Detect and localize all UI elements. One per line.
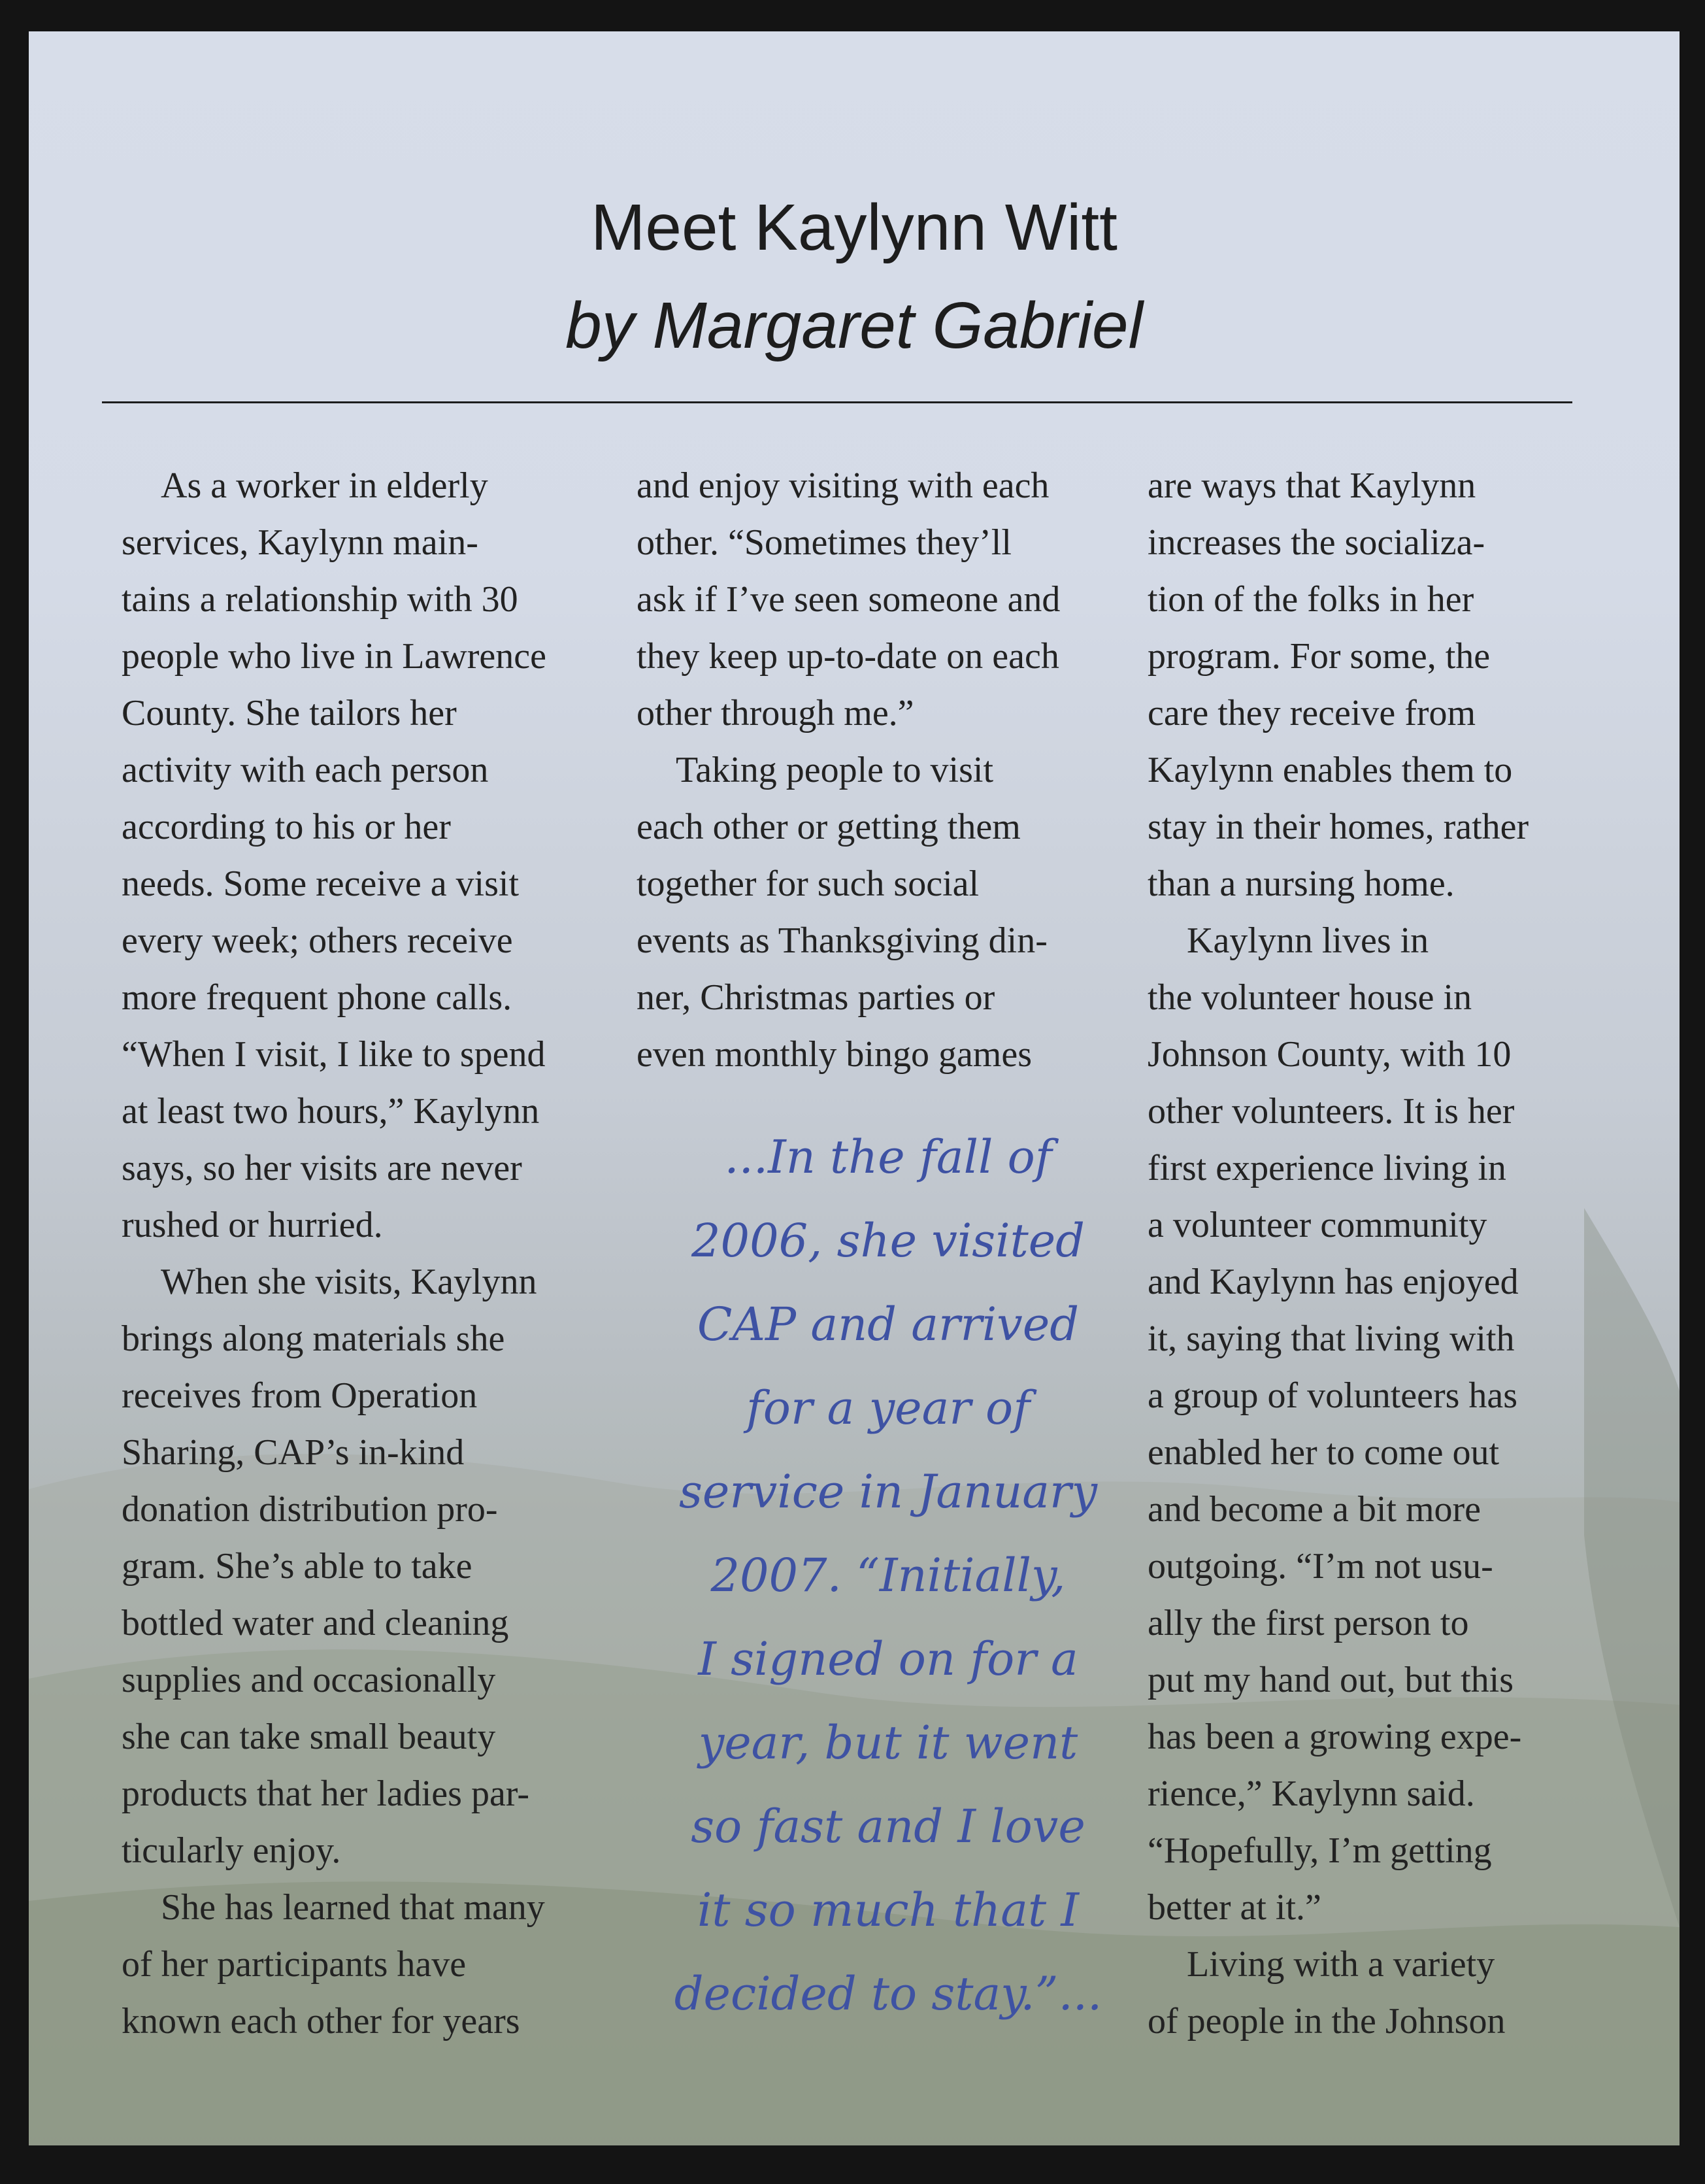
- text-line: more frequent phone calls.: [122, 977, 512, 1018]
- text-line: known each other for years: [122, 2001, 520, 2041]
- text-line: each other or getting them: [637, 807, 1021, 847]
- text-line: Sharing, CAP’s in-kind: [122, 1432, 465, 1473]
- text-line: ner, Christmas parties or: [637, 977, 995, 1018]
- paragraph: [122, 458, 618, 1254]
- article-title: Meet Kaylynn Witt: [591, 191, 1117, 264]
- text-line: every week; others receive: [122, 920, 513, 961]
- text-line: better at it.”: [1148, 1887, 1321, 1928]
- text-line: She has learned that many: [161, 1887, 545, 1928]
- text-line: are ways that Kaylynn: [1148, 465, 1476, 506]
- paragraph: [1148, 1936, 1644, 2050]
- text-line: other. “Sometimes they’ll: [637, 522, 1012, 563]
- text-line: donation distribution pro-: [122, 1489, 498, 1530]
- text-line: rience,” Kaylynn said.: [1148, 1773, 1475, 1814]
- text-line: people who live in Lawrence: [122, 636, 546, 677]
- text-line: tains a relationship with 30: [122, 579, 518, 620]
- text-line: enabled her to come out: [1148, 1432, 1500, 1473]
- text-line: “When I visit, I like to spend: [122, 1034, 546, 1075]
- text-line: When she visits, Kaylynn: [161, 1262, 537, 1302]
- text-line: and enjoy visiting with each: [637, 465, 1050, 506]
- pull-quote-line: it so much that I: [697, 1883, 1080, 1937]
- text-line: it, saying that living with: [1148, 1319, 1515, 1359]
- text-line: receives from Operation: [122, 1375, 478, 1416]
- pull-quote: [640, 1115, 1136, 2036]
- text-line: bottled water and cleaning: [122, 1603, 509, 1643]
- text-line: Taking people to visit: [676, 750, 994, 790]
- text-line: has been a growing expe-: [1148, 1717, 1522, 1757]
- pull-quote-line: CAP and arrived: [697, 1298, 1080, 1351]
- text-line: of her participants have: [122, 1944, 467, 1985]
- text-line: together for such social: [637, 864, 980, 904]
- text-line: events as Thanksgiving din-: [637, 920, 1048, 961]
- text-line: of people in the Johnson: [1148, 2001, 1506, 2041]
- text-line: products that her ladies par-: [122, 1773, 529, 1814]
- text-line: according to his or her: [122, 807, 451, 847]
- text-line: the volunteer house in: [1148, 977, 1472, 1018]
- column-2: [637, 458, 1140, 1083]
- paragraph: [1148, 458, 1644, 913]
- text-line: put my hand out, but this: [1148, 1660, 1514, 1700]
- text-line: ask if I’ve seen someone and: [637, 579, 1061, 620]
- text-line: a volunteer community: [1148, 1205, 1487, 1245]
- text-line: and become a bit more: [1148, 1489, 1482, 1530]
- text-line: supplies and occasionally: [122, 1660, 496, 1700]
- paragraph: [122, 1254, 618, 1879]
- text-line: rushed or hurried.: [122, 1205, 383, 1245]
- text-line: brings along materials she: [122, 1319, 505, 1359]
- text-line: outgoing. “I’m not usu-: [1148, 1546, 1493, 1587]
- text-line: other through me.”: [637, 693, 914, 733]
- text-line: stay in their homes, rather: [1148, 807, 1529, 847]
- text-line: a group of volunteers has: [1148, 1375, 1518, 1416]
- paragraph: [1148, 913, 1644, 1936]
- text-line: tion of the folks in her: [1148, 579, 1474, 620]
- text-line: at least two hours,” Kaylynn: [122, 1091, 540, 1132]
- article-byline: by Margaret Gabriel: [565, 289, 1143, 362]
- text-line: other volunteers. It is her: [1148, 1091, 1515, 1132]
- article-page: [29, 31, 1680, 2145]
- text-line: County. She tailors her: [122, 693, 457, 733]
- text-line: first experience living in: [1148, 1148, 1506, 1188]
- paragraph: [122, 1879, 618, 2050]
- pull-quote-line: ...In the fall of: [724, 1130, 1052, 1184]
- text-line: ticularly enjoy.: [122, 1830, 341, 1871]
- column-3: [1148, 458, 1644, 2050]
- text-line: activity with each person: [122, 750, 489, 790]
- pull-quote-line: I signed on for a: [698, 1632, 1078, 1686]
- text-line: says, so her visits are never: [122, 1148, 522, 1188]
- text-line: they keep up-to-date on each: [637, 636, 1059, 677]
- text-line: gram. She’s able to take: [122, 1546, 472, 1587]
- pull-quote-line: 2007. “Initially,: [710, 1549, 1066, 1602]
- text-line: Kaylynn enables them to: [1148, 750, 1513, 790]
- paragraph: [637, 458, 1140, 742]
- text-line: As a worker in elderly: [161, 465, 488, 506]
- text-line: even monthly bingo games: [637, 1034, 1033, 1075]
- pull-quote-line: so fast and I love: [691, 1800, 1085, 1853]
- text-line: than a nursing home.: [1148, 864, 1455, 904]
- pull-quote-line: service in January: [678, 1465, 1098, 1519]
- text-line: program. For some, the: [1148, 636, 1491, 677]
- pull-quote-line: 2006, she visited: [691, 1214, 1085, 1268]
- text-line: increases the socializa-: [1148, 522, 1485, 563]
- text-line: services, Kaylynn main-: [122, 522, 478, 563]
- text-line: needs. Some receive a visit: [122, 864, 520, 904]
- text-line: she can take small beauty: [122, 1717, 496, 1757]
- pull-quote-line: decided to stay.”...: [674, 1967, 1102, 2021]
- column-1: [122, 458, 618, 2050]
- text-line: care they receive from: [1148, 693, 1476, 733]
- title-divider: [102, 401, 1572, 403]
- pull-quote-line: for a year of: [746, 1381, 1031, 1435]
- pull-quote-line: year, but it went: [698, 1716, 1078, 1770]
- text-line: Kaylynn lives in: [1187, 920, 1429, 961]
- text-line: Johnson County, with 10: [1148, 1034, 1512, 1075]
- paragraph: [637, 742, 1140, 1083]
- text-line: “Hopefully, I’m getting: [1148, 1830, 1492, 1871]
- text-line: and Kaylynn has enjoyed: [1148, 1262, 1519, 1302]
- text-line: Living with a variety: [1187, 1944, 1495, 1985]
- text-line: ally the first person to: [1148, 1603, 1469, 1643]
